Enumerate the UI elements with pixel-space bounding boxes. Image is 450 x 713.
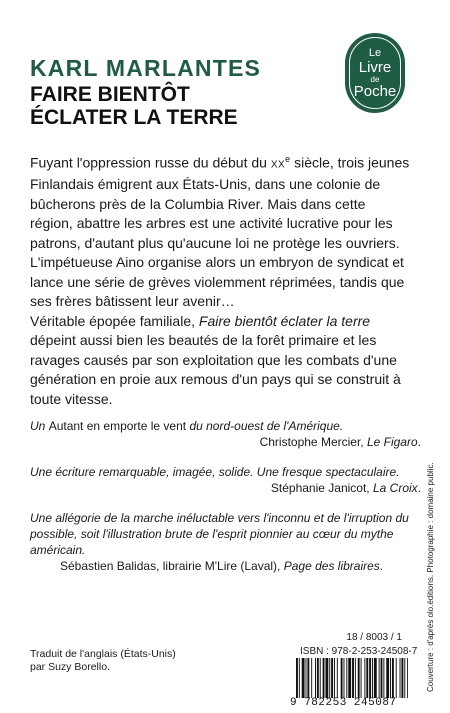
barcode-bar [323,658,325,698]
barcode-bar [352,658,354,698]
synopsis-text: Fuyant l'oppression russe du début du [30,154,271,171]
barcode-bar [400,658,401,698]
barcode-bar [358,658,360,698]
barcode-bar [331,658,333,698]
barcode-bar [344,658,345,698]
barcode-bar [361,658,362,698]
review-1 [30,418,421,450]
review-credit [30,480,421,496]
barcode-bar [407,658,408,698]
publisher-logo [345,33,405,113]
barcode-bar [386,658,389,698]
barcode-bar [396,658,397,698]
barcode-bar [364,658,365,698]
barcode-bar [320,658,321,698]
review-2 [30,464,421,496]
review-punct: . [417,435,421,449]
translator-credit [30,648,176,674]
century-superscript: e [285,154,291,164]
review-publication: Le Figaro [366,435,418,449]
barcode-bar [299,658,300,698]
barcode-bar [374,658,377,698]
review-3 [30,510,421,574]
synopsis-text: siècle, trois jeunes Finlandais émigrent aux États-Unis, dans une colonie de bûcherons près de la Columbia River. Mais dans cette région, abattre les arbres est une activité lucrative pour les patrons, d'autant plus qu'aucune loi ne protège les ouvriers. L'impétueuse Aino organise alors un embryon de syndicat et lance une série de grèves violemment réprimées, tandis que ses frères bâtissent leur avenir… [30,154,410,310]
barcode-bar [372,658,373,698]
barcode-bar [341,658,343,698]
barcode-bar [311,658,312,698]
review-quote-text: Un [30,419,49,433]
barcode-bar [329,658,330,698]
review-author: Christophe Mercier, [259,435,367,449]
review-quote-text: Autant en emporte le vent [48,419,187,433]
logo-text-livre: Livre [358,58,392,76]
review-punct: . [379,559,384,573]
barcode-bar [366,658,368,698]
barcode-bar [325,658,328,698]
barcode-bar [337,658,338,698]
logo-text-le: Le [368,46,382,59]
barcode-bar [355,658,356,698]
synopsis-book-title: Faire bientôt éclater la terre [198,312,371,329]
review-author: Stéphanie Janicot, [270,481,373,495]
author-name: KARL MARLANTES [30,55,262,81]
review-quote [30,418,421,434]
isbn: ISBN : 978-2-253-24508-7 [300,646,418,657]
review-punct: . [417,481,421,495]
synopsis-text: Véritable épopée familiale, [30,312,199,329]
review-publication: La Croix [372,481,418,495]
barcode-bar [348,658,351,698]
barcode-bar [346,658,347,698]
logo-text-poche: Poche [353,82,397,100]
translator-line-1: Traduit de l'anglais (États-Unis) [30,648,176,660]
barcode-bar [315,658,316,698]
barcode-bar [404,658,405,698]
review-author: Sébastien Balidas, librairie M'Lire (Laval), [60,559,284,573]
review-credit [30,558,421,574]
synopsis-text: dépeint aussi bien les beautés de la forêt primaire et les ravages causés par son exploitation que les combats d'une génération en proie aux remous d'un pays qui se construit à toute vitesse. [30,332,401,407]
barcode-bar [334,658,335,698]
review-quote-text: du nord-ouest de l'Amérique. [186,419,344,433]
barcode-bar [307,658,309,698]
barcode-bar [392,658,394,698]
century-numeral: XX [270,159,286,171]
barcode-bar [401,658,403,698]
review-publication: Page des libraires [283,559,380,573]
logo-text-de: de [370,74,380,84]
barcode-bar [369,658,371,698]
barcode-bar [302,658,305,698]
book-title-line-2: ÉCLATER LA TERRE [30,106,238,129]
barcode-bar [383,658,384,698]
barcode-bar [379,658,380,698]
translator-line-2: par Suzy Borello. [30,661,110,673]
review-credit [30,434,421,450]
barcode [296,658,408,698]
book-title [30,83,238,129]
barcode-digits: 9 782253 245087 [290,697,397,709]
review-quote: Une allégorie de la marche inéluctable vers l'inconnu et de l'irruption du possible, soit l'illustration brute de l'esprit pionnier au cœur du mythe américain. [30,511,409,557]
barcode-bar [296,658,298,698]
barcode-bar [317,658,319,698]
barcode-bar [390,658,391,698]
synopsis [30,150,410,409]
synopsis-paragraph-2 [30,312,410,410]
barcode-bar [381,658,383,698]
barcode-bar [306,658,307,698]
book-title-line-1: FAIRE BIENTÔT [30,83,190,106]
review-quote: Une écriture remarquable, imagée, solide. Une fresque spectaculaire. [30,465,400,479]
press-reviews [30,418,421,588]
cover-credit: Couverture : d'après olo.éditions. Photographie : domaine public. [426,462,435,692]
synopsis-paragraph-1 [30,150,410,312]
publisher-logo-frame [349,37,401,109]
price-code: 18 / 8003 / 1 [346,632,402,643]
